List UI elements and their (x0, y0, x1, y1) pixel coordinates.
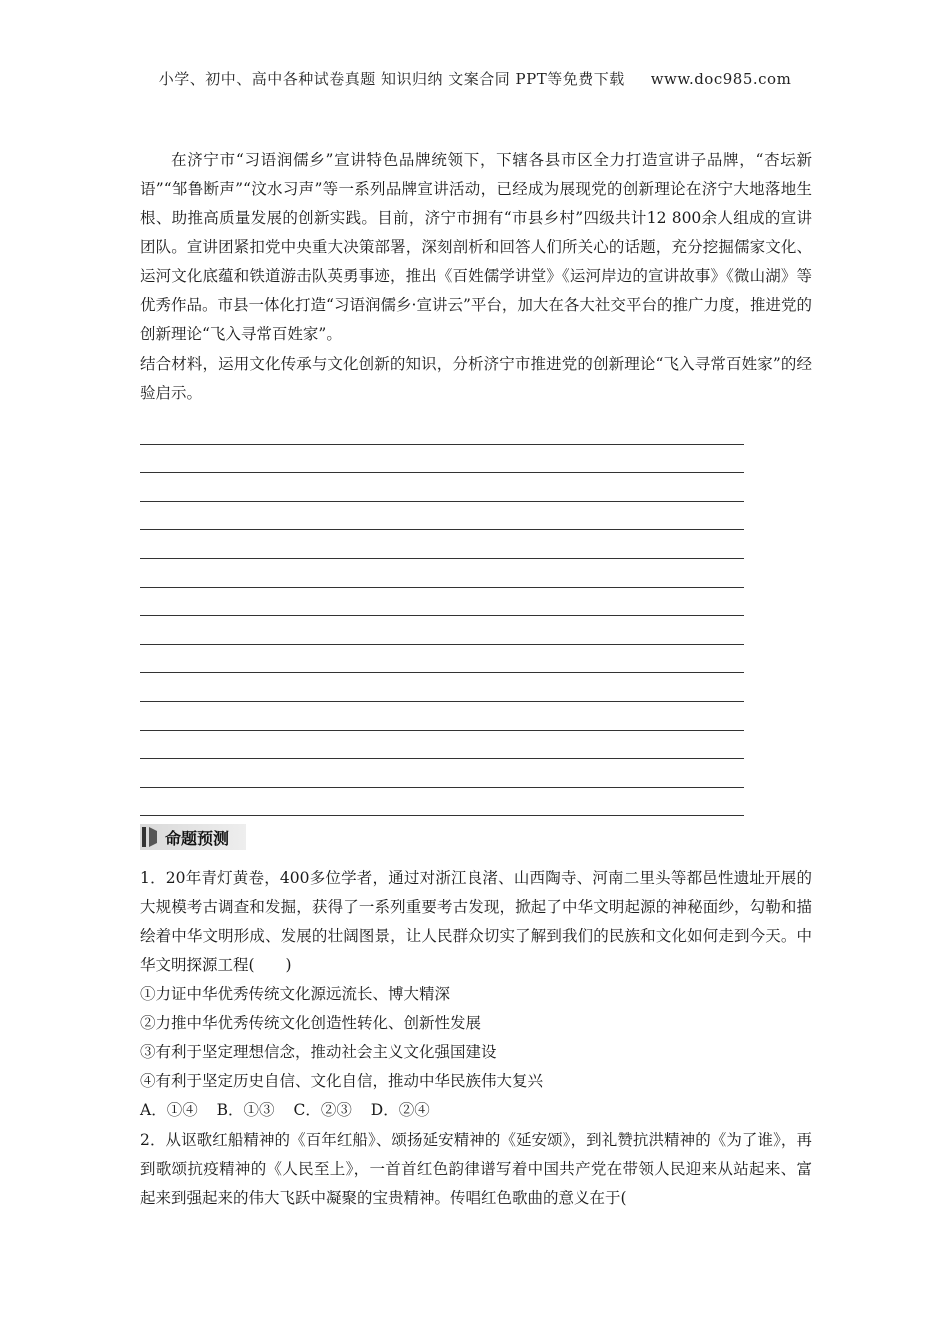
answer-lines (140, 416, 744, 816)
answer-line[interactable] (140, 445, 744, 474)
question-stem: 2．从讴歌红船精神的《百年红船》、颂扬延安精神的《延安颂》，到礼赞抗洪精神的《为了谁》，再到歌颂抗疫精神的《人民至上》，一首首红色韵律谱写着中国共产党在带领人民迎来从站起来、富起来到强起来的伟大飞跃中凝聚的宝贵精神。传唱红色歌曲的意义在于( (140, 1131, 812, 1207)
answer-line[interactable] (140, 502, 744, 531)
question-option: ①力证中华优秀传统文化源远流长、博大精深 (140, 985, 451, 1003)
choice-b[interactable]: B．①③ (216, 1101, 275, 1119)
header-site-link[interactable]: www.doc985.com (650, 70, 792, 88)
answer-line[interactable] (140, 559, 744, 588)
answer-line[interactable] (140, 673, 744, 702)
question-stem: 1．20年青灯黄卷，400多位学者，通过对浙江良渚、山西陶寺、河南二里头等都邑性遗址开展的大规模考古调查和发掘，获得了一系列重要考古发现，掀起了中华文明起源的神秘面纱，勾勒和描绘着中华文明形成、发展的壮阔图景，让人民群众切实了解到我们的民族和文化如何走到今天。中华文明探源工程( ) (140, 869, 812, 974)
answer-line[interactable] (140, 588, 744, 617)
answer-choices (140, 1096, 812, 1125)
answer-line[interactable] (140, 731, 744, 760)
answer-line[interactable] (140, 616, 744, 645)
question-option: ③有利于坚定理想信念，推动社会主义文化强国建设 (140, 1043, 497, 1061)
choice-a[interactable]: A．①④ (140, 1101, 198, 1119)
answer-line[interactable] (140, 788, 744, 817)
question-prompt: 结合材料，运用文化传承与文化创新的知识，分析济宁市推进党的创新理论“飞入寻常百姓家”的经验启示。 (140, 355, 812, 402)
answer-line[interactable] (140, 416, 744, 445)
heading-arrow-icon (149, 827, 157, 847)
answer-line[interactable] (140, 645, 744, 674)
heading-bar-icon (142, 827, 146, 847)
answer-line[interactable] (140, 530, 744, 559)
question-option: ④有利于坚定历史自信、文化自信，推动中华民族伟大复兴 (140, 1072, 544, 1090)
answer-line[interactable] (140, 702, 744, 731)
page-header (0, 68, 950, 89)
material-paragraph: 在济宁市“习语润儒乡”宣讲特色品牌统领下，下辖各县市区全力打造宣讲子品牌，“杏坛新语”“邹鲁断声”“汶水习声”等一系列品牌宣讲活动，已经成为展现党的创新理论在济宁大地落地生根、助推高质量发展的创新实践。目前，济宁市拥有“市县乡村”四级共计12 800余人组成的宣讲团队。宣讲团紧扣党中央重大决策部署，深刻剖析和回答人们所关心的话题，充分挖掘儒家文化、运河文化底蕴和铁道游击队英勇事迹，推出《百姓儒学讲堂》《运河岸边的宣讲故事》《微山湖》等优秀作品。市县一体化打造“习语润儒乡·宣讲云”平台，加大在各大社交平台的推广力度，推进党的创新理论“飞入寻常百姓家”。 (140, 151, 812, 343)
choice-c[interactable]: C．②③ (293, 1101, 352, 1119)
choice-d[interactable]: D．②④ (370, 1101, 430, 1119)
header-text: 小学、初中、高中各种试卷真题 知识归纳 文案合同 PPT等免费下载 (158, 70, 625, 88)
question-option: ②力推中华优秀传统文化创造性转化、创新性发展 (140, 1014, 482, 1032)
question-1 (140, 864, 812, 1125)
question-2 (140, 1126, 812, 1213)
answer-line[interactable] (140, 759, 744, 788)
section-title: 命题预测 (165, 828, 230, 848)
section-heading (140, 824, 246, 850)
answer-line[interactable] (140, 473, 744, 502)
